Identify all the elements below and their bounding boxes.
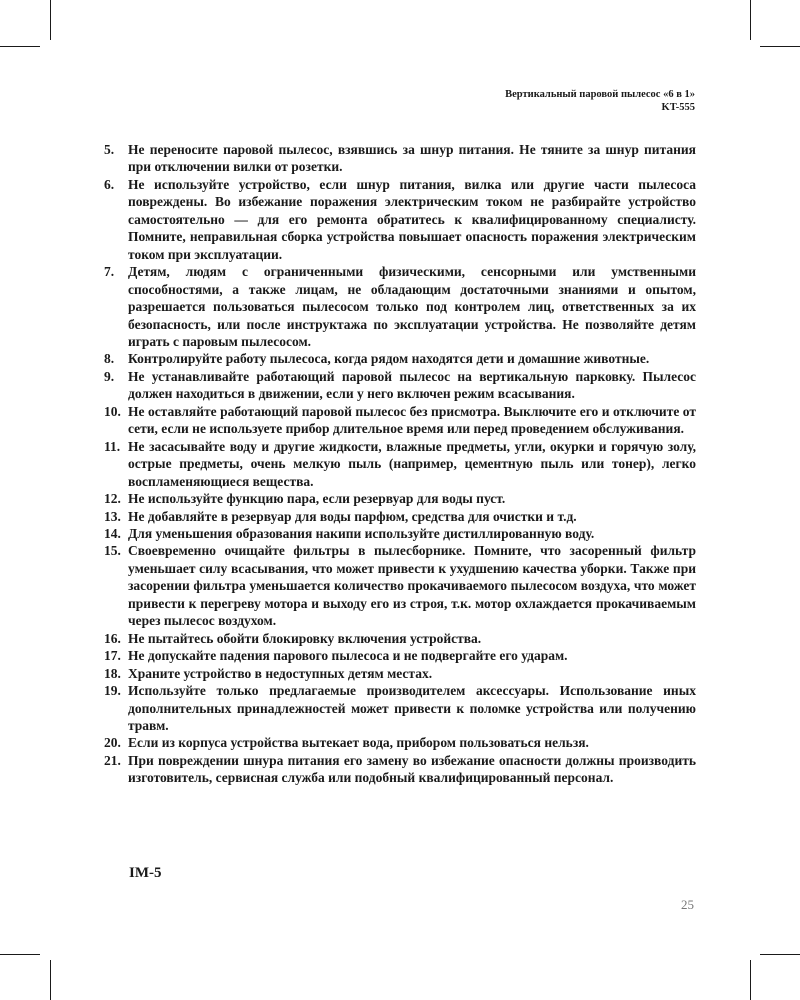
crop-mark: [750, 0, 751, 40]
list-item: [104, 490, 696, 507]
item-number: 11.: [104, 438, 121, 454]
item-text: Не засасывайте воду и другие жидкости, влажные предметы, угли, окурки и горячую золу, острые предметы, очень мелкую пыль (например, цементную пыль или тонер), легко воспламеняющиеся вещества.: [128, 438, 696, 489]
item-text: Не допускайте падения парового пылесоса и не подвергайте его ударам.: [128, 648, 568, 664]
item-text: Если из корпуса устройства вытекает вода, прибором пользоваться нельзя.: [128, 735, 589, 751]
item-number: 7.: [104, 264, 115, 280]
item-text: Храните устройство в недоступных детям местах.: [128, 665, 433, 681]
item-number: 14.: [104, 525, 121, 541]
item-text: Используйте только предлагаемые производителем аксессуары. Использование иных дополнительных принадлежностей может привести к поломке устройства или получению травм.: [128, 683, 696, 733]
item-number: 16.: [104, 630, 121, 646]
list-item: [104, 263, 696, 350]
crop-mark: [760, 954, 800, 955]
crop-mark: [760, 46, 800, 47]
item-text: Для уменьшения образования накипи используйте дистиллированную воду.: [128, 525, 595, 541]
list-item: [104, 403, 696, 438]
item-text: При повреждении шнура питания его замену во избежание опасности должны производить изготовитель, сервисная служба или подобный квалифицированный персонал.: [128, 752, 696, 786]
crop-mark: [750, 960, 751, 1000]
item-text: Не устанавливайте работающий паровой пылесос на вертикальную парковку. Пылесос должен находиться в движении, если у него включен режим всасывания.: [128, 368, 696, 402]
item-number: 10.: [104, 403, 121, 419]
item-text: Не используйте функцию пара, если резервуар для воды пуст.: [128, 491, 506, 507]
item-number: 20.: [104, 735, 121, 751]
crop-mark: [50, 960, 51, 1000]
list-item: [104, 525, 696, 542]
list-item: [104, 368, 696, 403]
item-number: 12.: [104, 491, 121, 507]
crop-mark: [50, 0, 51, 40]
running-header: [505, 88, 695, 114]
list-item: [104, 508, 696, 525]
item-number: 18.: [104, 665, 121, 681]
list-item: [104, 542, 696, 629]
product-title: Вертикальный паровой пылесос «6 в 1»: [505, 89, 695, 100]
list-item: [104, 665, 696, 682]
item-text: Своевременно очищайте фильтры в пылесборнике. Помните, что засоренный фильтр уменьшает силу всасывания, что может привести к ухудшению качества уборки. Также при засорении фильтра уменьшается количество прокачиваемого пылесосом воздуха, что может привести к перегреву мотора и выходу его из строя, т.к. мотор охлаждается прокачиваемым через пылесос воздухом.: [128, 543, 696, 629]
safety-instructions-list: [104, 141, 696, 787]
list-item: [104, 350, 696, 367]
item-number: 13.: [104, 508, 121, 524]
crop-mark: [0, 954, 40, 955]
list-item: [104, 752, 696, 787]
item-number: 21.: [104, 752, 121, 768]
model-code: KT-555: [661, 102, 695, 113]
list-item: [104, 682, 696, 734]
document-code: IM-5: [129, 865, 162, 881]
item-text: Не оставляйте работающий паровой пылесос без присмотра. Выключите его и отключите от сети, если не используете прибор длительное время или перед проведением обслуживания.: [128, 403, 696, 437]
list-item: [104, 176, 696, 263]
list-item: [104, 630, 696, 647]
list-item: [104, 438, 696, 490]
list-item: [104, 141, 696, 176]
item-text: Не пытайтесь обойти блокировку включения устройства.: [128, 630, 482, 646]
crop-mark: [0, 46, 40, 47]
item-number: 17.: [104, 648, 121, 664]
page-number: 25: [681, 897, 694, 912]
item-number: 15.: [104, 543, 121, 559]
item-number: 8.: [104, 351, 115, 367]
item-text: Не добавляйте в резервуар для воды парфюм, средства для очистки и т.д.: [128, 508, 577, 524]
list-item: [104, 647, 696, 664]
list-item: [104, 734, 696, 751]
item-number: 6.: [104, 176, 115, 192]
item-text: Контролируйте работу пылесоса, когда рядом находятся дети и домашние животные.: [128, 351, 650, 367]
item-text: Детям, людям с ограниченными физическими, сенсорными или умственными способностями, а также лицам, не обладающим достаточными знаниями и опытом, разрешается пользоваться пылесосом только под контролем лиц, ответственных за их безопасность, или после инструктажа по эксплуатации устройства. Не позволяйте детям играть с паровым пылесосом.: [128, 264, 696, 349]
item-text: Не используйте устройство, если шнур питания, вилка или другие части пылесоса повреждены. Во избежание поражения электрическим током не разбирайте устройство самостоятельно — для его ремонта обратитесь к квалифицированному специалисту. Помните, неправильная сборка устройства повышает опасность поражения электрическим током при эксплуатации.: [128, 176, 696, 262]
item-number: 19.: [104, 683, 121, 699]
item-text: Не переносите паровой пылесос, взявшись за шнур питания. Не тяните за шнур питания при отключении вилки от розетки.: [128, 142, 696, 175]
item-number: 5.: [104, 142, 115, 157]
item-number: 9.: [104, 368, 115, 384]
